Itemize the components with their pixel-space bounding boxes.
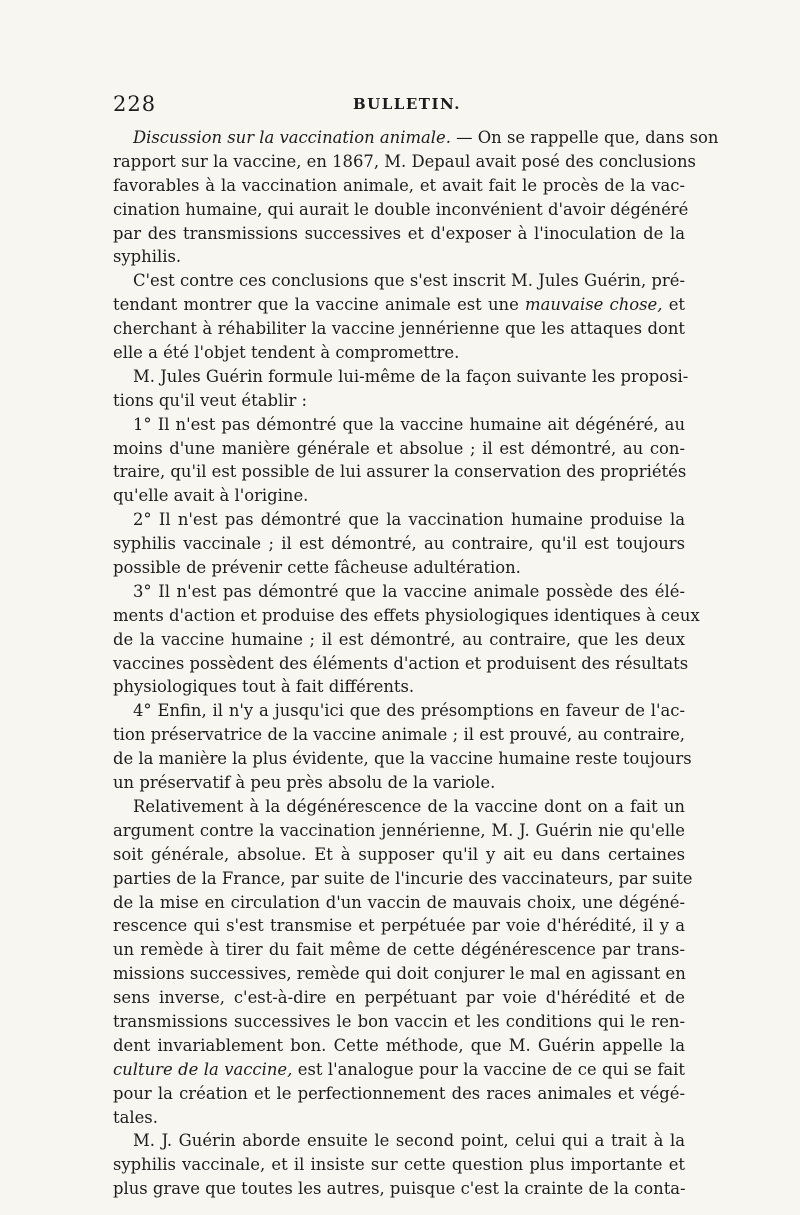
text-line: moins d'une manière générale et absolue ; il est démontré, au con- xyxy=(113,438,685,458)
text-line: cherchant à réhabiliter la vaccine jennérienne que les attaques dont xyxy=(113,319,685,339)
text-line: syphilis vaccinale ; il est démontré, au contraire, qu'il est toujours xyxy=(113,534,685,554)
paragraph xyxy=(113,1129,685,1201)
body-text xyxy=(113,126,719,1201)
text-line xyxy=(113,126,719,150)
text-span: tendant montrer que la vaccine animale est une xyxy=(113,295,526,315)
text-line: pour la création et le perfectionnement des races animales et végé- xyxy=(113,1083,685,1103)
text-line: un remède à tirer du fait même de cette dégénérescence par trans- xyxy=(113,940,685,960)
text-line: parties de la France, par suite de l'incurie des vaccinateurs, par suite xyxy=(113,868,693,888)
text-line: traire, qu'il est possible de lui assurer la conservation des propriétés xyxy=(113,462,687,482)
text-line: rescence qui s'est transmise et perpétuée par voie d'hérédité, il y a xyxy=(113,916,685,936)
text-line: favorables à la vaccination animale, et avait fait le procès de la vac- xyxy=(113,175,685,195)
text-line: 3° Il n'est pas démontré que la vaccine animale possède des élé- xyxy=(133,581,685,601)
text-line: argument contre la vaccination jennérienne, M. J. Guérin nie qu'elle xyxy=(113,820,685,840)
text-line: de la vaccine humaine ; il est démontré, au contraire, que les deux xyxy=(113,629,685,649)
text-line: missions successives, remède qui doit conjurer le mal en agissant en xyxy=(113,964,686,984)
text-line xyxy=(113,293,685,317)
paragraph xyxy=(113,580,700,699)
text-line: qu'elle avait à l'origine. xyxy=(113,486,309,506)
text-line: de la manière la plus évidente, que la vaccine humaine reste toujours xyxy=(113,749,692,769)
paragraph xyxy=(113,126,719,269)
text-line: transmissions successives le bon vaccin et les conditions qui le ren- xyxy=(113,1011,685,1031)
text-line: physiologiques tout à fait différents. xyxy=(113,677,415,697)
paragraph xyxy=(113,365,689,413)
text-line: 2° Il n'est pas démontré que la vaccination humaine produise la xyxy=(133,510,685,530)
text-line: tion préservatrice de la vaccine animale ; il est prouvé, au contraire, xyxy=(113,725,685,745)
text-line: sens inverse, c'est-à-dire en perpétuant par voie d'hérédité et de xyxy=(113,988,685,1008)
paragraph xyxy=(113,508,685,580)
text-line: de la mise en circulation d'un vaccin de mauvais choix, une dégéné- xyxy=(113,892,685,912)
paragraph xyxy=(113,699,692,795)
paragraph xyxy=(113,413,685,509)
text-line: C'est contre ces conclusions que s'est inscrit M. Jules Guérin, pré- xyxy=(133,271,685,291)
text-span: et xyxy=(662,295,685,315)
text-line: cination humaine, qui aurait le double inconvénient d'avoir dégénéré xyxy=(113,199,689,219)
text-line: tions qu'il veut établir : xyxy=(113,390,308,410)
text-line: syphilis. xyxy=(113,247,182,267)
italic-span: mauvaise chose, xyxy=(525,295,663,315)
text-line: dent invariablement bon. Cette méthode, que M. Guérin appelle la xyxy=(113,1035,685,1055)
page-header xyxy=(113,92,683,122)
text-span: — On se rappelle que, dans son xyxy=(450,128,719,147)
text-line: 1° Il n'est pas démontré que la vaccine humaine ait dégénéré, au xyxy=(133,414,685,434)
text-line: M. Jules Guérin formule lui-même de la façon suivante les proposi- xyxy=(133,366,689,386)
text-line: vaccines possèdent des éléments d'action et produisent des résultats xyxy=(113,653,689,673)
text-line: M. J. Guérin aborde ensuite le second point, celui qui a trait à la xyxy=(133,1131,685,1151)
text-line: tales. xyxy=(113,1107,158,1127)
text-line: plus grave que toutes les autres, puisque c'est la crainte de la conta- xyxy=(113,1179,686,1199)
running-head: BULLETIN. xyxy=(353,95,461,113)
text-line: rapport sur la vaccine, en 1867, M. Depaul avait posé des conclusions xyxy=(113,151,696,171)
text-line: syphilis vaccinale, et il insiste sur cette question plus importante et xyxy=(113,1155,685,1175)
paragraph xyxy=(113,795,693,1129)
text-span: est l'analogue pour la vaccine de ce qui se fait xyxy=(292,1059,685,1079)
text-line: ments d'action et produise des effets physiologiques identiques à ceux xyxy=(113,605,700,625)
text-line: par des transmissions successives et d'exposer à l'inoculation de la xyxy=(113,223,685,243)
paragraph xyxy=(113,269,685,365)
page-number: 228 xyxy=(113,92,157,116)
text-line: Relativement à la dégénérescence de la vaccine dont on a fait un xyxy=(133,796,685,816)
text-line xyxy=(113,1058,685,1082)
italic-span: culture de la vaccine, xyxy=(113,1059,293,1079)
text-line: un préservatif à peu près absolu de la variole. xyxy=(113,773,496,793)
text-line: soit générale, absolue. Et à supposer qu'il y ait eu dans certaines xyxy=(113,844,685,864)
text-line: possible de prévenir cette fâcheuse adultération. xyxy=(113,558,521,578)
italic-span: Discussion sur la vaccination animale. xyxy=(133,128,451,147)
text-line: 4° Enfin, il n'y a jusqu'ici que des présomptions en faveur de l'ac- xyxy=(133,701,685,721)
text-line: elle a été l'objet tendent à compromettre. xyxy=(113,343,460,363)
